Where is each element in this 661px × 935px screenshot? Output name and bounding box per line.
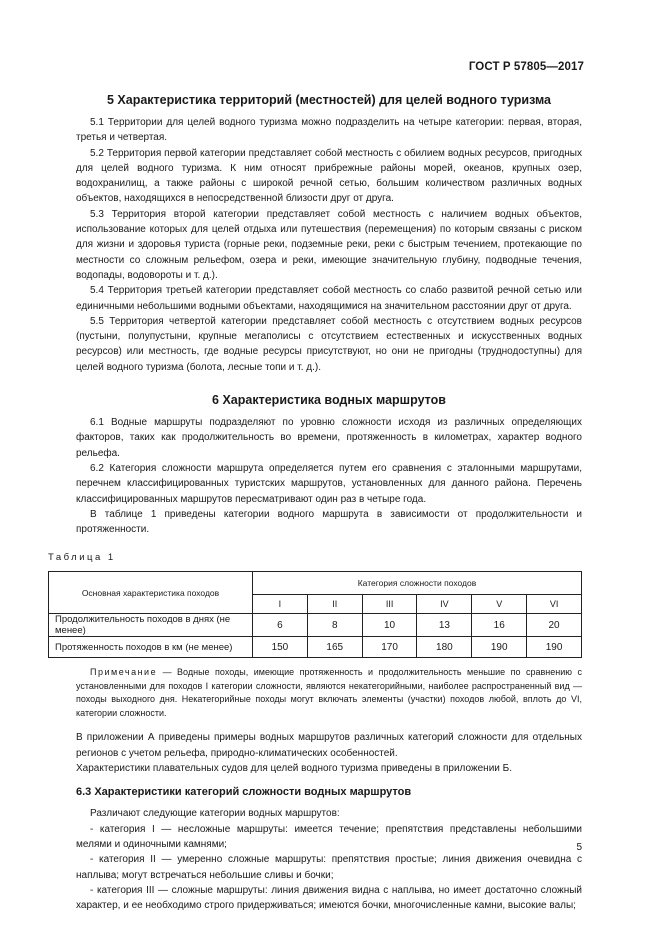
list-item-category-2: - категория II — умеренно сложные маршруты: препятствия простые; линия движения очевидна с наплыва; могут встречаться небольшие сливы и бочки; xyxy=(76,854,582,881)
paragraph-appendix-a: В приложении А приведены примеры водных маршрутов различных категорий сложности для отдельных регионов с учетом рельефа, природно-климатических особенностей. xyxy=(76,732,582,759)
table-cell: 6 xyxy=(253,614,308,637)
category-header: V xyxy=(472,595,527,614)
table-row xyxy=(49,614,582,637)
paragraph-5-2: 5.2 Территория первой категории представляет собой местность с обилием водных ресурсов, пригодных для целей водного туризма. К ним относят прибрежные районы морей, океанов, крупных озер, водохранилищ, а также районы с широкой речной сетью, большим количеством различных водных объектов, находящихся в непосредственной близости друг от друга. xyxy=(76,147,582,205)
list-item-category-3: - категория III — сложные маршруты: линия движения видна с наплыва, но имеет достаточно сложный характер, и ее необходимо строго придерживаться; имеются бочки, многочисленные камни, высокие валы; xyxy=(76,884,582,912)
paragraph-5-3: 5.3 Территория второй категории представляет собой местность с наличием водных объектов, использование которых для целей отдыха или путешествия (перемещения) по которым связаны с риском для жизни и здоровья туриста (горные реки, подземные реки, реки с быстрым течением, протекающие по местности со сложным рельефом, озера и реки, имеющие значительную глубину, подводные течения, водопады, водовороты и т. д.). xyxy=(76,208,582,281)
list-item-category-1: - категория I — несложные маршруты: имеется течение; препятствия представлены небольшими мелями и одиночными камнями; xyxy=(76,823,582,850)
standard-number: ГОСТ Р 57805—2017 xyxy=(468,61,584,73)
table-row xyxy=(49,637,582,658)
section-6-title: 6 Характеристика водных маршрутов xyxy=(212,393,446,408)
table-header-main: Основная характеристика походов xyxy=(49,572,253,614)
category-header: VI xyxy=(527,595,582,614)
category-header: I xyxy=(253,595,308,614)
table-cell: 13 xyxy=(417,614,472,637)
section-5-title: 5 Характеристика территорий (местностей) для целей водного туризма xyxy=(106,93,552,107)
paragraph-6-1: 6.1 Водные маршруты подразделяют по уровню сложности исходя из различных определяющих факторов, таких как продолжительность во времени, протяженность в километрах, характер водного рельефа. xyxy=(76,417,582,459)
note-title: Примечание xyxy=(90,667,158,678)
table-1 xyxy=(48,571,582,658)
paragraph-appendix-b: Характеристики плавательных судов для целей водного туризма приведены в приложении Б. xyxy=(76,763,512,775)
table-cell: 16 xyxy=(472,614,527,637)
page-number: 5 xyxy=(576,842,582,853)
table-cell: 165 xyxy=(307,637,362,658)
document-body xyxy=(48,89,582,913)
category-header: IV xyxy=(417,595,472,614)
table-header-group: Категория сложности походов xyxy=(253,572,582,595)
table-cell: 190 xyxy=(527,637,582,658)
table-cell: 180 xyxy=(417,637,472,658)
row-label: Протяженность походов в км (не менее) xyxy=(49,637,253,658)
table-note xyxy=(76,666,582,720)
table-cell: 10 xyxy=(362,614,417,637)
table-1-label: Таблица 1 xyxy=(48,552,116,564)
paragraph-5-1: 5.1 Территории для целей водного туризма можно подразделить на четыре категории: первая, вторая, третья и четвертая. xyxy=(76,117,582,144)
table-cell: 8 xyxy=(307,614,362,637)
category-header: II xyxy=(307,595,362,614)
table-cell: 170 xyxy=(362,637,417,658)
table-cell: 190 xyxy=(472,637,527,658)
paragraph-5-4: 5.4 Территория третьей категории представляет собой местность со слабо развитой речной сетью или единичными небольшими водными объектами, находящимися на значительном расстоянии друг от друга. xyxy=(76,285,582,312)
row-label: Продолжительность походов в днях (не менее) xyxy=(49,614,253,637)
paragraph-categories-intro: Различают следующие категории водных маршрутов: xyxy=(90,808,340,820)
paragraph-table-ref: В таблице 1 приведены категории водного маршрута в зависимости от продолжительности и протяженности. xyxy=(76,508,582,536)
category-header: III xyxy=(362,595,417,614)
paragraph-6-2: 6.2 Категория сложности маршрута определяется путем его сравнения с эталонными маршрутами, перечнем классифицированных туристских маршрутов, установленных для данного района. Перечень классифицированных маршрутов пересматривают один раз в четыре года. xyxy=(76,462,582,505)
table-cell: 20 xyxy=(527,614,582,637)
section-6-3-title: 6.3 Характеристики категорий сложности водных маршрутов xyxy=(76,786,412,799)
paragraph-5-5: 5.5 Территория четвертой категории представляет собой местность с отсутствием водных ресурсов (пустыни, полупустыни, крупные мегаполисы с отсутствием естественных и искусственных водных ресурсов) или местность, где водные ресурсы присутствуют, но они не пригодны (труднодоступны) для целей водного туризма (болота, лесные топи и т. д.). xyxy=(76,315,582,373)
note-text: — Водные походы, имеющие протяженность и продолжительность меньшие по сравнению с установленными для походов I категории сложности, являются некатегорийными, наиболее распространенный вид — походы выходного дня. Некатегорийные походы могут включать элементы (участки) походов любой, вплоть до VI, категории сложности. xyxy=(76,667,582,718)
table-cell: 150 xyxy=(253,637,308,658)
